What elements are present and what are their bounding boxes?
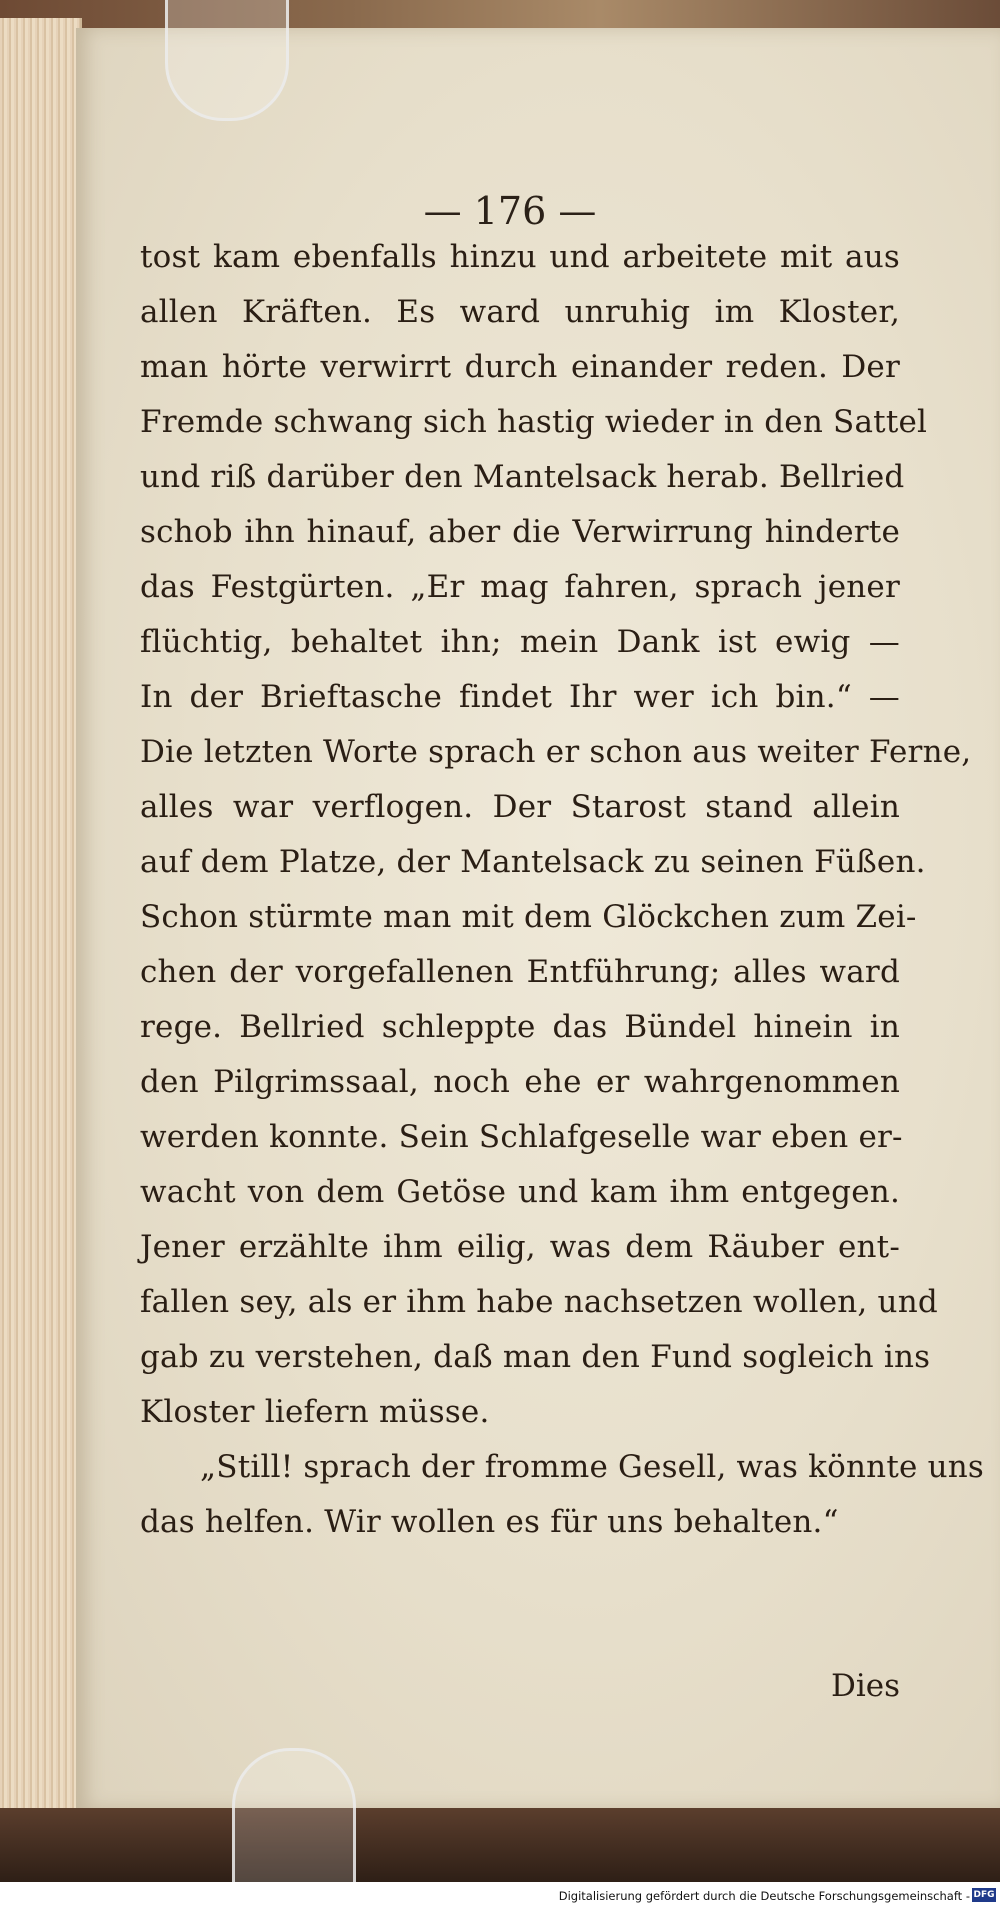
text-line: werden konnte. Sein Schlafgeselle war eben er- <box>140 1119 903 1155</box>
page-clip-bottom <box>232 1748 356 1901</box>
text-line: und riß darüber den Mantelsack herab. Bellried <box>140 459 905 495</box>
text-line: tost kam ebenfalls hinzu und arbeitete mit aus <box>140 239 900 275</box>
text-line: Jener erzählte ihm eilig, was dem Räuber ent- <box>140 1229 900 1265</box>
text-line: „Still! sprach der fromme Gesell, was könnte uns <box>200 1449 985 1485</box>
page-clip-top <box>165 0 289 121</box>
text-line: auf dem Platze, der Mantelsack zu seinen Füßen. <box>140 844 926 880</box>
catchword: Dies <box>830 1668 900 1704</box>
text-line: Fremde schwang sich hastig wieder in den Sattel <box>140 404 928 440</box>
text-line: allen Kräften. Es ward unruhig im Kloster, <box>140 294 900 330</box>
text-line: den Pilgrimssaal, noch ehe er wahrgenommen <box>140 1064 900 1100</box>
page-number-header: — 176 — <box>423 189 597 233</box>
dfg-logo: DFG <box>973 1890 995 1900</box>
text-line: Die letzten Worte sprach er schon aus weiter Ferne, <box>140 734 972 770</box>
text-line: schob ihn hinauf, aber die Verwirrung hinderte <box>140 514 900 550</box>
text-line: flüchtig, behaltet ihn; mein Dank ist ewig — <box>140 624 900 660</box>
book-page-edges <box>0 18 82 1813</box>
text-line: das Festgürten. „Er mag fahren, sprach jener <box>140 569 900 605</box>
text-line: Schon stürmte man mit dem Glöckchen zum Zei- <box>140 899 917 935</box>
book-bottom-edge <box>0 1808 1000 1882</box>
text-line: fallen sey, als er ihm habe nachsetzen wollen, und <box>140 1284 938 1320</box>
footer-credit: Digitalisierung gefördert durch die Deutsche Forschungsgemeinschaft - <box>558 1889 970 1903</box>
text-line: rege. Bellried schleppte das Bündel hinein in <box>140 1009 900 1045</box>
text-line: das helfen. Wir wollen es für uns behalten.“ <box>140 1504 839 1540</box>
digitization-footer <box>0 1882 1000 1909</box>
text-line: wacht von dem Getöse und kam ihm entgegen. <box>140 1174 900 1210</box>
text-line: Kloster liefern müsse. <box>140 1394 490 1430</box>
text-line: alles war verflogen. Der Starost stand allein <box>140 789 900 825</box>
text-line: chen der vorgefallenen Entführung; alles ward <box>140 954 900 990</box>
text-line: man hörte verwirrt durch einander reden. Der <box>140 349 900 385</box>
text-line: In der Brieftasche findet Ihr wer ich bin.“ — <box>140 679 900 715</box>
text-line: gab zu verstehen, daß man den Fund sogleich ins <box>140 1339 931 1375</box>
